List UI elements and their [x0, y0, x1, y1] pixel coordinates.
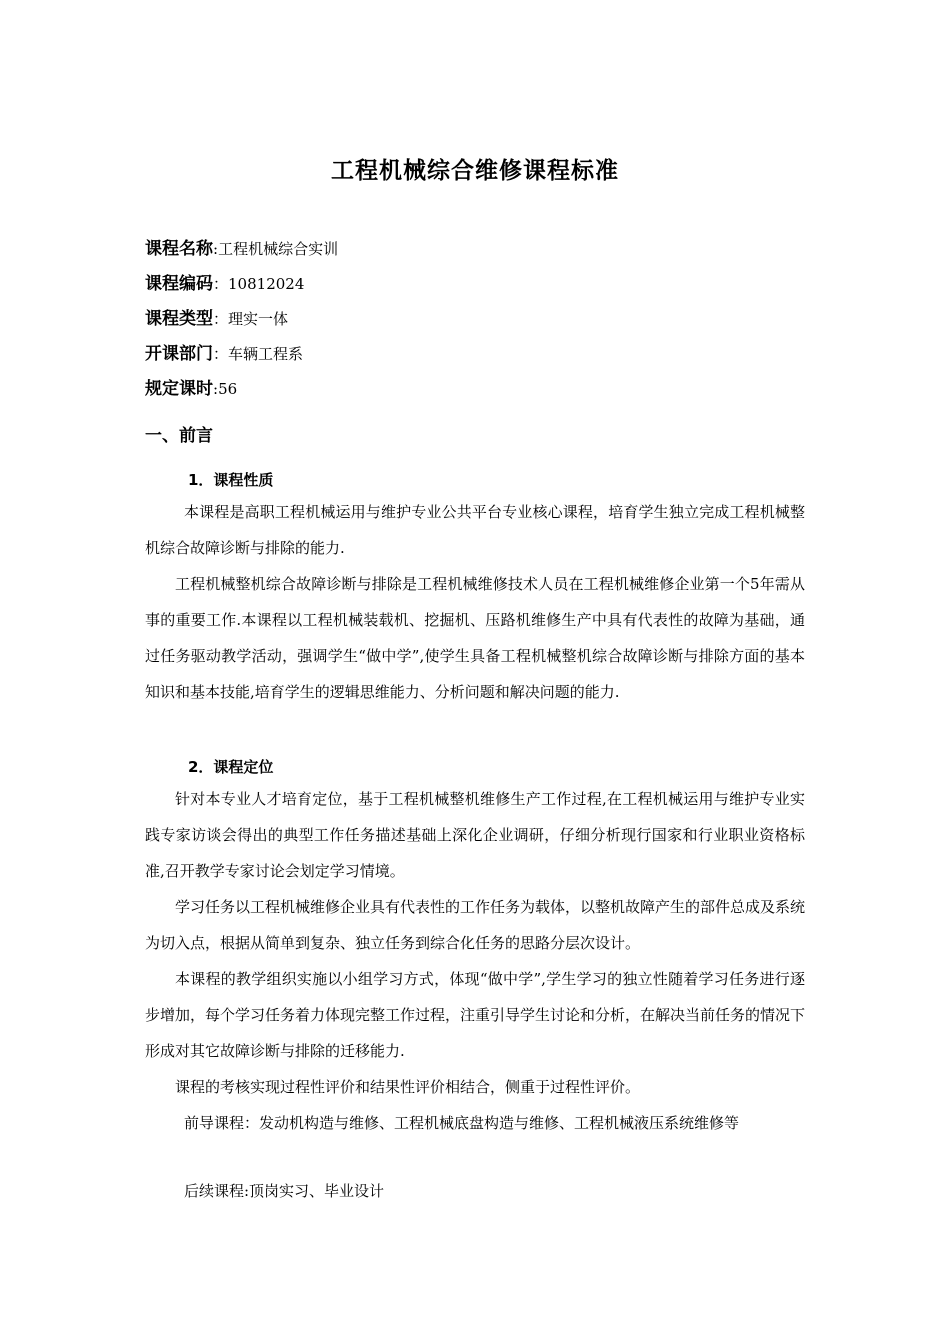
meta-department — [145, 339, 303, 364]
paragraph-prerequisite: 前导课程：发动机构造与维修、工程机械底盘构造与维修、工程机械液压系统维修等 — [184, 1114, 740, 1132]
document-title: 工程机械综合维修课程标准 — [331, 158, 619, 184]
meta-value: 理实一体 — [228, 310, 289, 328]
paragraph-nature-2: 工程机械整机综合故障诊断与排除是工程机械维修技术人员在工程机械维修企业第一个5年需从事的重要工作.本课程以工程机械装载机、挖掘机、压路机维修生产中具有代表性的故障为基础，通过任务驱动教学活动，强调学生“做中学”,使学生具备工程机械整机综合故障诊断与排除方面的基本知识和基本技能,培育学生的逻辑思维能力、分析问题和解决问题的能力. — [145, 575, 805, 701]
subheading-course-position: 2．课程定位 — [188, 758, 274, 776]
meta-course-name — [145, 234, 338, 259]
paragraph-nature-1: 本课程是高职工程机械运用与维护专业公共平台专业核心课程，培育学生独立完成工程机械整机综合故障诊断与排除的能力. — [145, 503, 805, 557]
meta-value: 56 — [218, 380, 238, 398]
meta-key: 课程编码 — [145, 274, 213, 294]
meta-key: 课程名称 — [145, 239, 213, 259]
paragraph-position-2: 学习任务以工程机械维修企业具有代表性的工作任务为载体，以整机故障产生的部件总成及系统为切入点，根据从简单到复杂、独立任务到综合化任务的思路分层次设计。 — [145, 898, 806, 952]
meta-hours — [145, 374, 237, 399]
subheading-course-nature: 1．课程性质 — [188, 471, 274, 489]
meta-sep: ： — [213, 345, 229, 363]
meta-key: 课程类型 — [145, 309, 213, 329]
meta-sep: : — [213, 380, 219, 398]
meta-course-type — [145, 304, 288, 329]
meta-value: 工程机械综合实训 — [218, 240, 339, 258]
meta-value: 车辆工程系 — [228, 345, 304, 363]
meta-sep: ： — [213, 275, 229, 293]
meta-sep: ： — [213, 310, 229, 328]
paragraph-position-3: 本课程的教学组织实施以小组学习方式，体现“做中学”,学生学习的独立性随着学习任务进行逐步增加，每个学习任务着力体现完整工作过程，注重引导学生讨论和分析，在解决当前任务的情况下形成对其它故障诊断与排除的迁移能力. — [145, 970, 806, 1060]
section-heading-preface: 一、前言 — [145, 426, 213, 446]
meta-key: 开课部门 — [145, 344, 213, 364]
paragraph-assessment: 课程的考核实现过程性评价和结果性评价相结合，侧重于过程性评价。 — [175, 1078, 641, 1096]
meta-value: 10812024 — [228, 275, 305, 293]
paragraph-followup: 后续课程:顶岗实习、毕业设计 — [184, 1182, 385, 1200]
meta-key: 规定课时 — [145, 379, 213, 399]
meta-sep: : — [213, 240, 219, 258]
meta-course-code — [145, 269, 304, 294]
paragraph-position-1: 针对本专业人才培育定位，基于工程机械整机维修生产工作过程,在工程机械运用与维护专业实践专家访谈会得出的典型工作任务描述基础上深化企业调研，仔细分析现行国家和行业职业资格标准,召开教学专家讨论会划定学习情境。 — [145, 790, 805, 880]
